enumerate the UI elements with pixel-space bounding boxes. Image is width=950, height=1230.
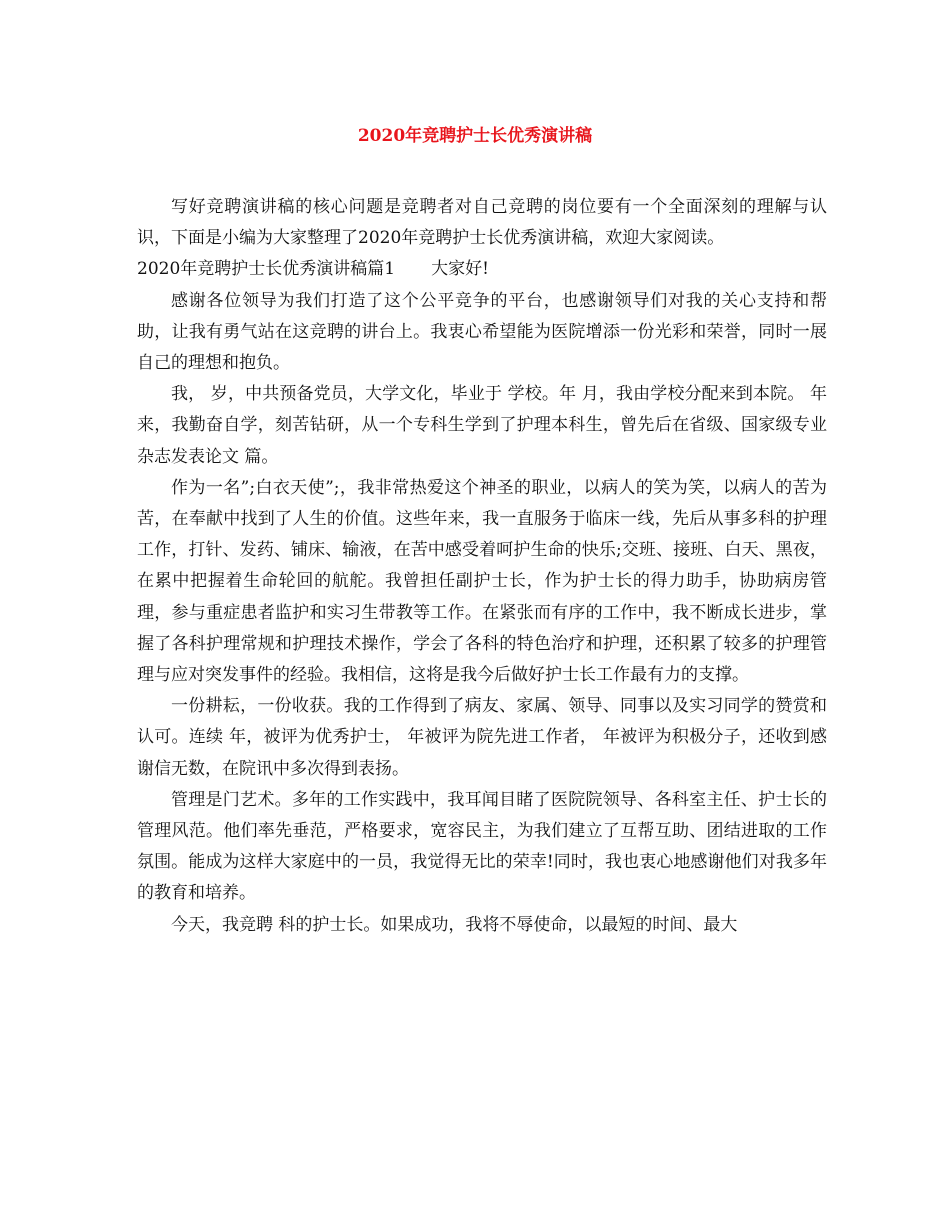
body-paragraph: 管理是门艺术。多年的工作实践中，我耳闻目睹了医院院领导、各科室主任、护士长的管理风范。他们率先垂范，严格要求，宽容民主，为我们建立了互帮互助、团结进取的工作氛围。能成为这样大家庭中的一员，我觉得无比的荣幸!同时，我也衷心地感谢他们对我多年的教育和培养。 <box>137 789 827 904</box>
body-paragraph: 作为一名”;白衣天使”;，我非常热爱这个神圣的职业，以病人的笑为笑，以病人的苦为苦，在奉献中找到了人生的价值。这些年来，我一直服务于临床一线，先后从事多科的护理工作，打针、发药、铺床、输液，在苦中感受着呵护生命的快乐;交班、接班、白天、黑夜，在累中把握着生命轮回的航舵。我曾担任副护士长，作为护士长的得力助手，协助病房管理，参与重症患者监护和实习生带教等工作。在紧张而有序的工作中，我不断成长进步，掌握了各科护理常规和护理技术操作，学会了各科的特色治疗和护理，还积累了较多的护理管理与应对突发事件的经验。我相信，这将是我今后做好护士长工作最有力的支撑。 <box>137 477 827 686</box>
body-paragraph: 今天，我竞聘 科的护士长。如果成功，我将不辱使命，以最短的时间、最大 <box>171 914 738 935</box>
document-title: 2020年竞聘护士长优秀演讲稿 <box>357 126 593 146</box>
document-body <box>137 192 827 941</box>
intro-paragraph: 写好竞聘演讲稿的核心问题是竞聘者对自己竞聘的岗位要有一个全面深刻的理解与认识，下面是小编为大家整理了2020年竞聘护士长优秀演讲稿，欢迎大家阅读。 <box>137 197 827 249</box>
greeting: 大家好! <box>431 259 489 280</box>
section-heading-line <box>137 254 827 285</box>
body-paragraph: 感谢各位领导为我们打造了这个公平竞争的平台，也感谢领导们对我的关心支持和帮助，让我有勇气站在这竞聘的讲台上。我衷心希望能为医院增添一份光彩和荣誉，同时一展自己的理想和抱负。 <box>137 290 827 374</box>
section-heading: 2020年竞聘护士长优秀演讲稿篇1 <box>137 259 396 280</box>
body-paragraph: 一份耕耘，一份收获。我的工作得到了病友、家属、领导、同事以及实习同学的赞赏和认可。连续 年，被评为优秀护士， 年被评为院先进工作者， 年被评为积极分子，还收到感谢信无数，在院讯中多次得到表扬。 <box>137 696 827 779</box>
body-paragraph: 我， 岁，中共预备党员，大学文化，毕业于 学校。年 月，我由学校分配来到本院。 年来，我勤奋自学，刻苦钻研，从一个专科生学到了护理本科生，曾先后在省级、国家级专业杂志发表论文 篇。 <box>137 384 827 467</box>
